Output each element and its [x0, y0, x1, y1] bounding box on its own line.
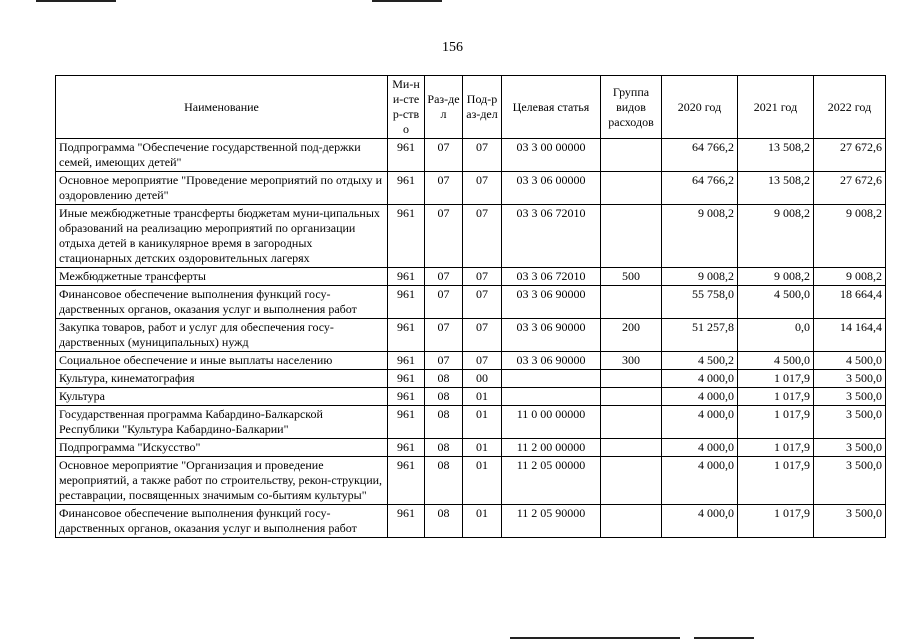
- row-subsection: 07: [463, 352, 502, 370]
- row-2021: 4 500,0: [738, 286, 814, 319]
- row-article: 11 2 05 90000: [502, 505, 601, 538]
- page-number: 156: [442, 40, 463, 55]
- row-subsection: 00: [463, 370, 502, 388]
- row-article: [502, 370, 601, 388]
- row-ministry: 961: [388, 286, 425, 319]
- row-article: 03 3 06 72010: [502, 205, 601, 268]
- table-header-row: [56, 76, 886, 139]
- row-2022: 3 500,0: [814, 505, 886, 538]
- row-2020: 9 008,2: [662, 205, 738, 268]
- row-section: 07: [425, 319, 463, 352]
- row-name: Межбюджетные трансферты: [56, 268, 388, 286]
- row-article: [502, 388, 601, 406]
- header-name: Наименование: [56, 76, 388, 139]
- row-section: 08: [425, 406, 463, 439]
- row-2021: 9 008,2: [738, 268, 814, 286]
- header-article: Целевая статья: [502, 76, 601, 139]
- row-article: 03 3 06 72010: [502, 268, 601, 286]
- header-2021: 2021 год: [738, 76, 814, 139]
- row-ministry: 961: [388, 352, 425, 370]
- row-subsection: 01: [463, 439, 502, 457]
- row-ministry: 961: [388, 268, 425, 286]
- row-ministry: 961: [388, 388, 425, 406]
- row-2022: 3 500,0: [814, 370, 886, 388]
- row-group: [601, 505, 662, 538]
- scan-mark-top-center: [372, 0, 442, 5]
- row-2022: 3 500,0: [814, 406, 886, 439]
- row-ministry: 961: [388, 172, 425, 205]
- row-subsection: 07: [463, 139, 502, 172]
- row-name: Культура: [56, 388, 388, 406]
- row-group: [601, 286, 662, 319]
- row-name: Культура, кинематография: [56, 370, 388, 388]
- row-group: [601, 406, 662, 439]
- row-subsection: 07: [463, 319, 502, 352]
- row-name: Основное мероприятие "Организация и проведение мероприятий, а также работ по строительству, рекон-струкции, реставрации, посвященных значимым со-бытиям культуры": [56, 457, 388, 505]
- row-article: 11 0 00 00000: [502, 406, 601, 439]
- table-row: [56, 370, 886, 388]
- row-2021: 1 017,9: [738, 370, 814, 388]
- row-2021: 0,0: [738, 319, 814, 352]
- row-article: 03 3 06 90000: [502, 286, 601, 319]
- row-name: Финансовое обеспечение выполнения функций госу-дарственных органов, оказания услуг и выполнения работ: [56, 505, 388, 538]
- row-name: Закупка товаров, работ и услуг для обеспечения госу-дарственных (муниципальных) нужд: [56, 319, 388, 352]
- row-section: 08: [425, 370, 463, 388]
- row-2021: 1 017,9: [738, 406, 814, 439]
- table-row: [56, 268, 886, 286]
- row-2022: 9 008,2: [814, 268, 886, 286]
- row-group: [601, 457, 662, 505]
- row-subsection: 07: [463, 205, 502, 268]
- row-2022: 3 500,0: [814, 457, 886, 505]
- table-row: [56, 505, 886, 538]
- header-ministry: [388, 76, 425, 139]
- row-group: [601, 439, 662, 457]
- row-section: 07: [425, 205, 463, 268]
- row-2020: 51 257,8: [662, 319, 738, 352]
- row-section: 07: [425, 268, 463, 286]
- row-group: [601, 205, 662, 268]
- row-subsection: 01: [463, 406, 502, 439]
- row-article: 03 3 00 00000: [502, 139, 601, 172]
- row-section: 08: [425, 439, 463, 457]
- row-2022: 9 008,2: [814, 205, 886, 268]
- row-article: 11 2 05 00000: [502, 457, 601, 505]
- row-name: Государственная программа Кабардино-Балкарской Республики "Культура Кабардино-Балкарии": [56, 406, 388, 439]
- row-ministry: 961: [388, 505, 425, 538]
- row-ministry: 961: [388, 205, 425, 268]
- scan-mark-top-left: [36, 0, 116, 5]
- table-row: [56, 352, 886, 370]
- row-ministry: 961: [388, 370, 425, 388]
- row-section: 07: [425, 172, 463, 205]
- row-2022: 4 500,0: [814, 352, 886, 370]
- row-2020: 9 008,2: [662, 268, 738, 286]
- header-2022: 2022 год: [814, 76, 886, 139]
- row-group: 300: [601, 352, 662, 370]
- row-2020: 4 000,0: [662, 439, 738, 457]
- table-row: [56, 406, 886, 439]
- row-2020: 55 758,0: [662, 286, 738, 319]
- header-ministry-label: Ми-ни-стер-ство: [392, 77, 420, 136]
- header-group: Группа видов расходов: [601, 76, 662, 139]
- row-name: Социальное обеспечение и иные выплаты населению: [56, 352, 388, 370]
- row-name: Подпрограмма "Искусство": [56, 439, 388, 457]
- row-name: Основное мероприятие "Проведение мероприятий по отдыху и оздоровлению детей": [56, 172, 388, 205]
- row-subsection: 01: [463, 505, 502, 538]
- header-2020: 2020 год: [662, 76, 738, 139]
- row-2021: 1 017,9: [738, 388, 814, 406]
- row-2021: 13 508,2: [738, 172, 814, 205]
- row-group: [601, 139, 662, 172]
- row-section: 08: [425, 388, 463, 406]
- table-row: [56, 139, 886, 172]
- row-name: Финансовое обеспечение выполнения функций госу-дарственных органов, оказания услуг и выполнения работ: [56, 286, 388, 319]
- row-section: 07: [425, 352, 463, 370]
- row-article: 03 3 06 00000: [502, 172, 601, 205]
- row-2020: 4 500,2: [662, 352, 738, 370]
- row-ministry: 961: [388, 457, 425, 505]
- row-section: 07: [425, 139, 463, 172]
- row-2020: 4 000,0: [662, 406, 738, 439]
- header-section: Раз-дел: [425, 76, 463, 139]
- table-row: [56, 457, 886, 505]
- row-subsection: 01: [463, 388, 502, 406]
- row-2022: 27 672,6: [814, 172, 886, 205]
- row-name: Подпрограмма "Обеспечение государственной под-держки семей, имеющих детей": [56, 139, 388, 172]
- row-2021: 1 017,9: [738, 457, 814, 505]
- row-section: 08: [425, 457, 463, 505]
- row-2020: 64 766,2: [662, 139, 738, 172]
- row-2022: 27 672,6: [814, 139, 886, 172]
- row-group: [601, 370, 662, 388]
- row-2022: 18 664,4: [814, 286, 886, 319]
- row-article: 03 3 06 90000: [502, 319, 601, 352]
- row-2020: 64 766,2: [662, 172, 738, 205]
- row-subsection: 01: [463, 457, 502, 505]
- table-row: [56, 172, 886, 205]
- row-ministry: 961: [388, 406, 425, 439]
- row-ministry: 961: [388, 319, 425, 352]
- row-2022: 3 500,0: [814, 388, 886, 406]
- row-group: [601, 388, 662, 406]
- table-row: [56, 319, 886, 352]
- scan-mark-bottom-right: [694, 637, 754, 639]
- row-2021: 1 017,9: [738, 505, 814, 538]
- row-2020: 4 000,0: [662, 370, 738, 388]
- row-2021: 9 008,2: [738, 205, 814, 268]
- budget-table: [55, 75, 886, 538]
- table-row: [56, 205, 886, 268]
- table-row: [56, 388, 886, 406]
- row-article: 03 3 06 90000: [502, 352, 601, 370]
- table-row: [56, 439, 886, 457]
- row-subsection: 07: [463, 268, 502, 286]
- row-2021: 4 500,0: [738, 352, 814, 370]
- row-2022: 14 164,4: [814, 319, 886, 352]
- row-section: 07: [425, 286, 463, 319]
- row-name: Иные межбюджетные трансферты бюджетам муни-ципальных образований на реализацию мероприятий по организации отдыха детей в каникулярное время в загородных стационарных детских оздоровительных лагерях: [56, 205, 388, 268]
- row-group: 200: [601, 319, 662, 352]
- row-ministry: 961: [388, 439, 425, 457]
- row-2021: 1 017,9: [738, 439, 814, 457]
- row-group: 500: [601, 268, 662, 286]
- row-2020: 4 000,0: [662, 457, 738, 505]
- row-ministry: 961: [388, 139, 425, 172]
- row-2020: 4 000,0: [662, 505, 738, 538]
- row-2022: 3 500,0: [814, 439, 886, 457]
- row-2021: 13 508,2: [738, 139, 814, 172]
- row-section: 08: [425, 505, 463, 538]
- table-row: [56, 286, 886, 319]
- scan-mark-bottom-left: [510, 637, 680, 639]
- header-subsection: Под-раз-дел: [463, 76, 502, 139]
- row-subsection: 07: [463, 286, 502, 319]
- row-article: 11 2 00 00000: [502, 439, 601, 457]
- row-2020: 4 000,0: [662, 388, 738, 406]
- row-group: [601, 172, 662, 205]
- row-subsection: 07: [463, 172, 502, 205]
